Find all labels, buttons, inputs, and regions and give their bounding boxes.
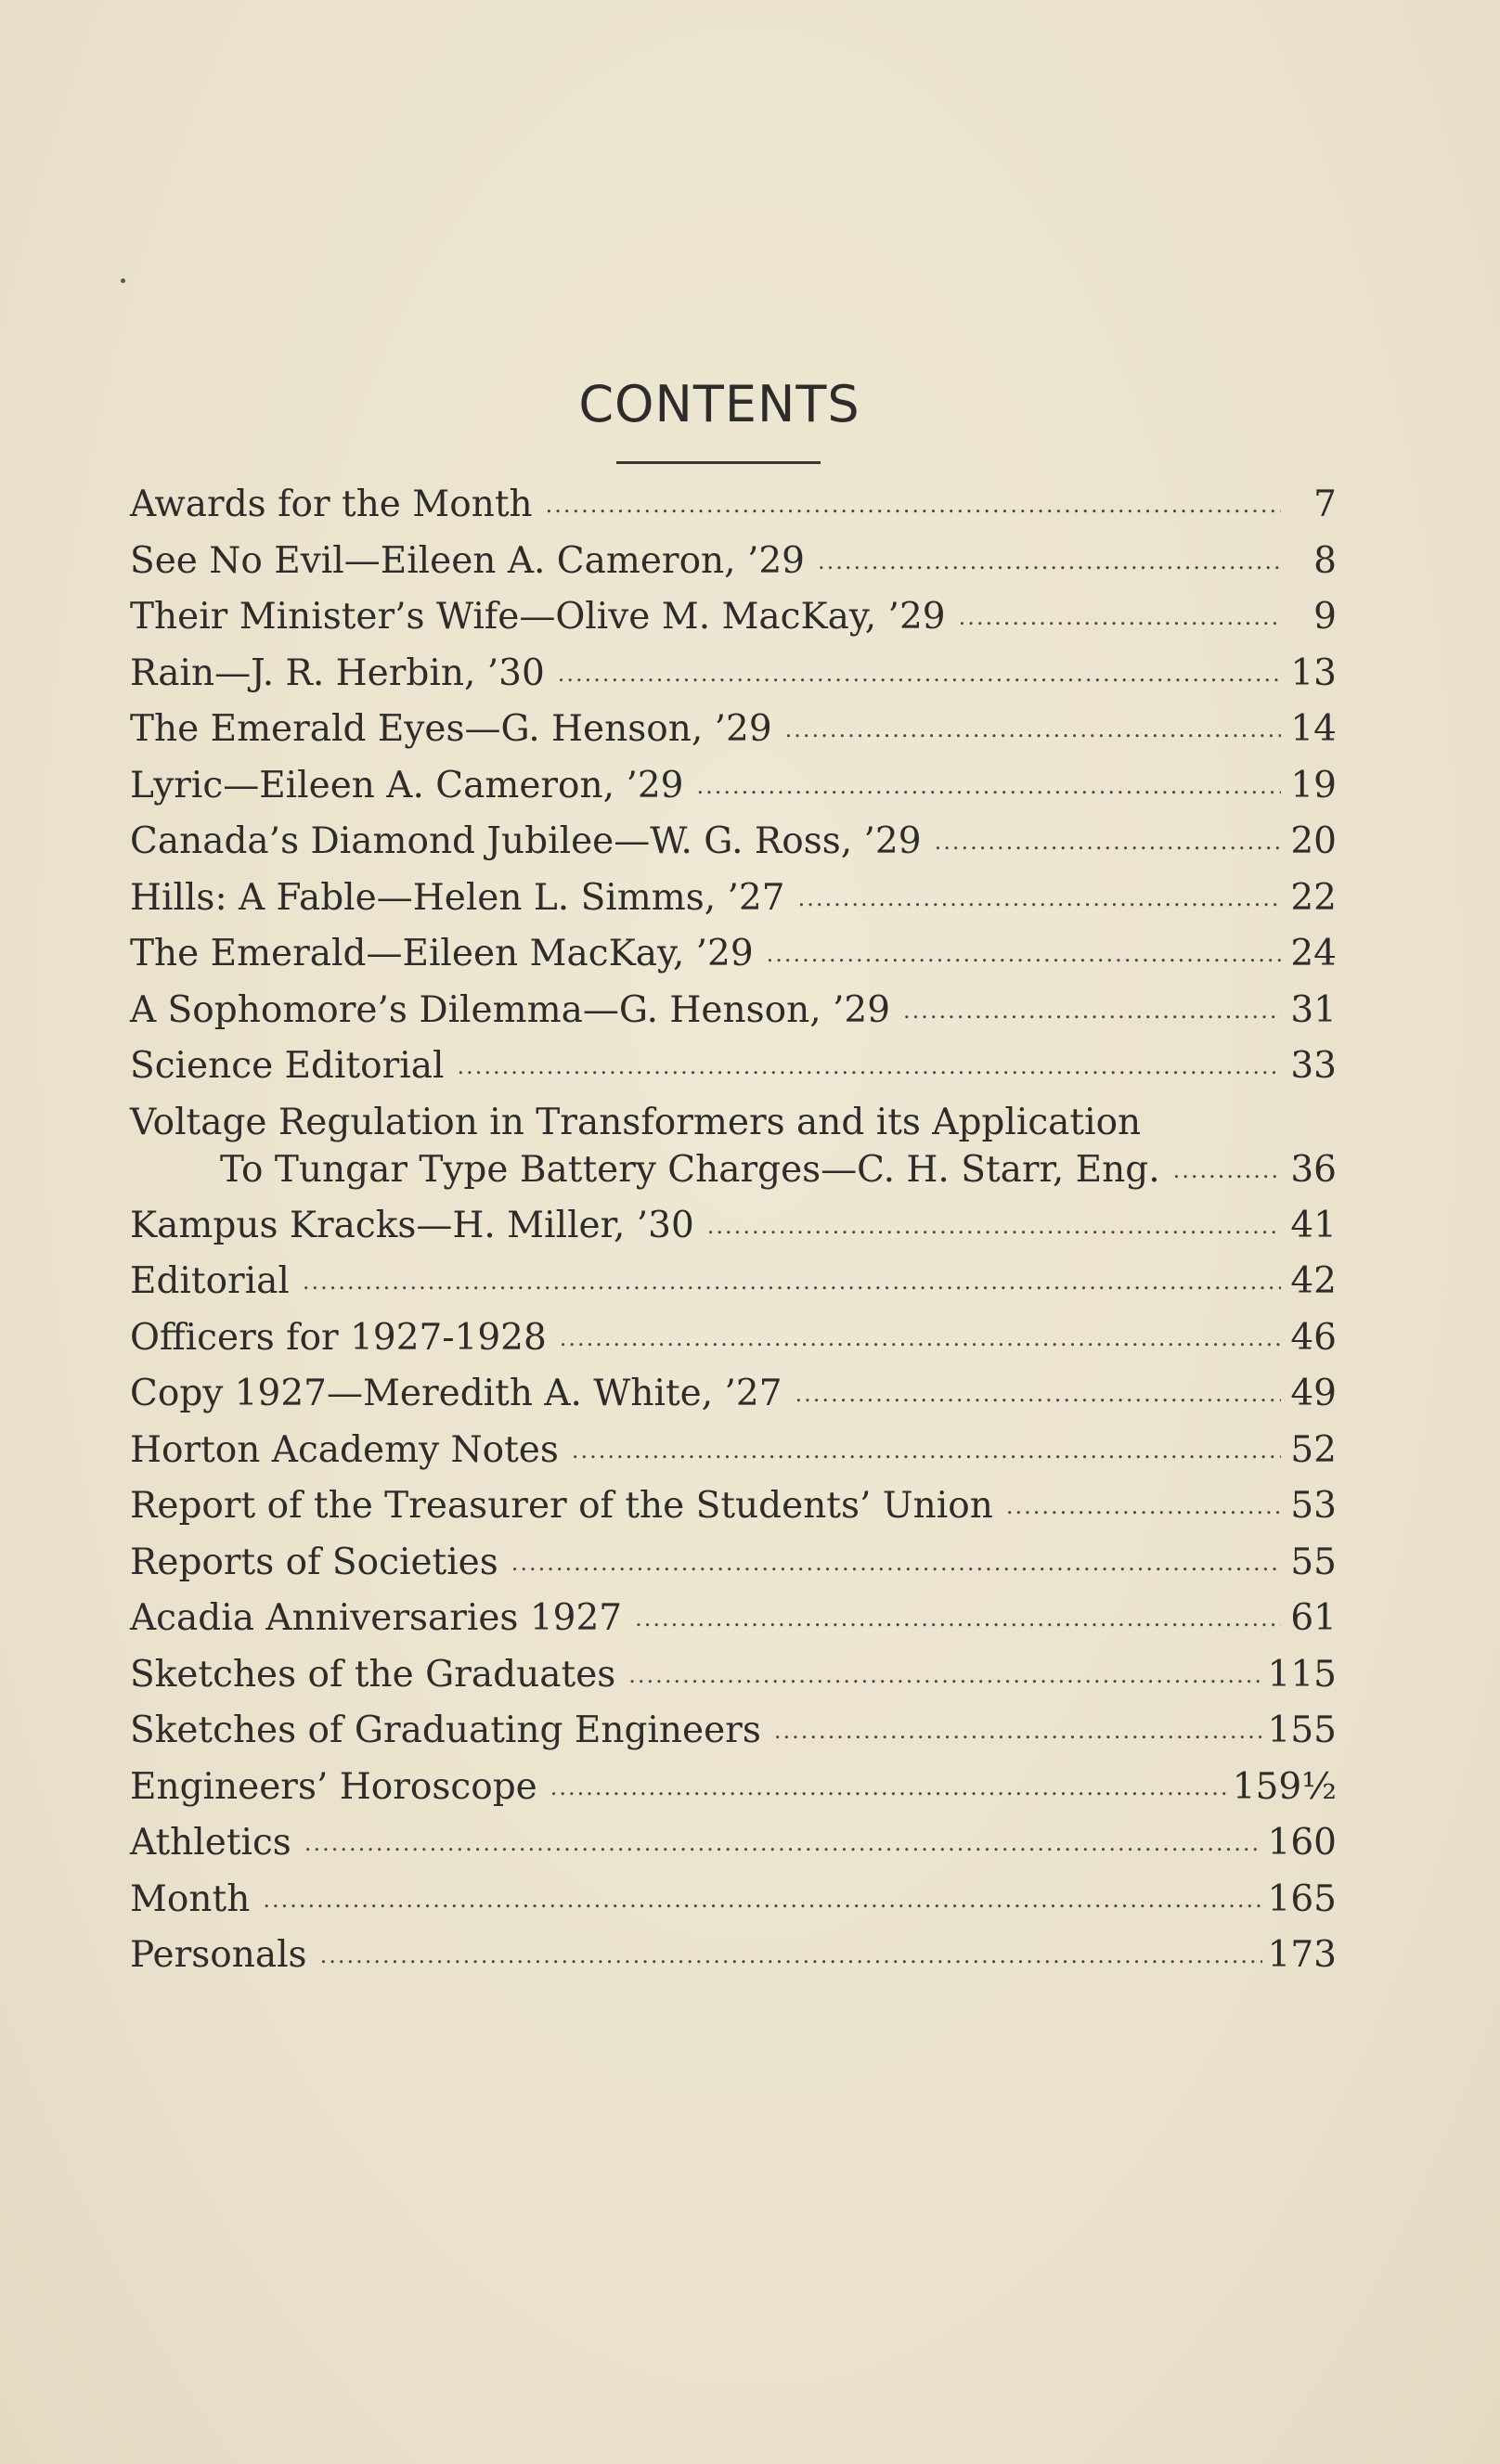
toc-entry xyxy=(130,1038,1337,1095)
dot-leader xyxy=(696,758,1281,815)
dot-leader xyxy=(795,1366,1281,1423)
toc-entry xyxy=(130,926,1337,983)
entry-title: The Emerald—Eileen MacKay, ’29 xyxy=(130,933,754,974)
entry-title: See No Evil—Eileen A. Cameron, ’29 xyxy=(130,539,805,582)
toc-entry xyxy=(130,1310,1337,1367)
toc-entry xyxy=(130,1647,1337,1704)
toc-entry xyxy=(130,1872,1337,1929)
entry-title: Kampus Kracks—H. Miller, ’30 xyxy=(130,1204,694,1246)
dot-leader xyxy=(572,1423,1281,1479)
dot-leader xyxy=(959,589,1281,646)
toc-entry xyxy=(130,589,1337,646)
toc-entry xyxy=(130,477,1337,534)
entry-title: Lyric—Eileen A. Cameron, ’29 xyxy=(130,764,684,806)
page-number: 13 xyxy=(1290,651,1337,694)
dot-leader xyxy=(628,1647,1261,1704)
dot-leader xyxy=(457,1038,1281,1095)
toc-entry xyxy=(130,1478,1337,1535)
contents-heading: CONTENTS xyxy=(578,375,860,433)
page-number: 155 xyxy=(1267,1709,1337,1751)
toc-entry xyxy=(130,1423,1337,1479)
dot-leader xyxy=(303,1254,1281,1310)
entry-title: Acadia Anniversaries 1927 xyxy=(130,1597,623,1639)
entry-title: Sketches of Graduating Engineers xyxy=(130,1709,761,1751)
entry-title: Report of the Treasurer of the Students’ Union xyxy=(130,1485,993,1527)
toc-entry xyxy=(130,1095,1337,1198)
toc-entry xyxy=(130,1535,1337,1592)
dot-leader xyxy=(560,1310,1281,1367)
dot-leader xyxy=(785,702,1281,758)
page-number: 22 xyxy=(1290,876,1337,919)
page-number: 61 xyxy=(1290,1597,1337,1639)
table-of-contents xyxy=(130,477,1337,1984)
toc-entry xyxy=(130,646,1337,703)
entry-title: Voltage Regulation in Transformers and its Application xyxy=(130,1101,1142,1143)
entry-title: Canada’s Diamond Jubilee—W. G. Ross, ’29 xyxy=(130,820,922,862)
dot-leader xyxy=(935,814,1281,871)
entry-title: Month xyxy=(130,1877,251,1920)
entry-title: Awards for the Month xyxy=(130,484,533,525)
toc-entry xyxy=(130,1198,1337,1255)
page-number: 53 xyxy=(1290,1485,1337,1527)
page-number: 19 xyxy=(1290,764,1337,806)
toc-entry xyxy=(130,983,1337,1039)
entry-title: Athletics xyxy=(130,1822,291,1864)
page-number: 159½ xyxy=(1232,1765,1337,1808)
ink-speck xyxy=(121,278,125,283)
dot-leader xyxy=(767,926,1281,983)
entry-continuation xyxy=(130,1142,1337,1198)
page-number: 20 xyxy=(1290,820,1337,862)
page-number: 55 xyxy=(1290,1541,1337,1583)
toc-entry xyxy=(130,814,1337,871)
toc-entry xyxy=(130,871,1337,927)
dot-leader xyxy=(798,871,1281,927)
dot-leader xyxy=(546,477,1281,534)
entry-title: Engineers’ Horoscope xyxy=(130,1765,537,1808)
page-number: 36 xyxy=(1290,1148,1337,1191)
dot-leader xyxy=(707,1198,1281,1255)
entry-title: Their Minister’s Wife—Olive M. MacKay, ’29 xyxy=(130,596,946,638)
dot-leader xyxy=(1006,1478,1281,1535)
dot-leader xyxy=(511,1535,1281,1592)
page-number: 42 xyxy=(1290,1260,1337,1302)
page-number: 173 xyxy=(1267,1934,1337,1976)
page-number: 49 xyxy=(1290,1373,1337,1414)
dot-leader xyxy=(1173,1142,1281,1199)
entry-title: Horton Academy Notes xyxy=(130,1428,559,1471)
entry-title-line2: To Tungar Type Battery Charges—C. H. Starr, Eng. xyxy=(220,1148,1160,1191)
entry-title: Rain—J. R. Herbin, ’30 xyxy=(130,651,545,694)
page-number: 14 xyxy=(1290,708,1337,750)
toc-entry xyxy=(130,1366,1337,1423)
page-number: 160 xyxy=(1267,1822,1337,1864)
dot-leader xyxy=(903,983,1281,1039)
dot-leader xyxy=(818,534,1281,590)
entry-title: Personals xyxy=(130,1934,307,1976)
toc-entry xyxy=(130,758,1337,815)
page-number: 115 xyxy=(1267,1653,1337,1696)
entry-title: Sketches of the Graduates xyxy=(130,1653,616,1696)
toc-entry xyxy=(130,1815,1337,1872)
dot-leader xyxy=(774,1703,1262,1760)
toc-entry xyxy=(130,1928,1337,1984)
page-number: 9 xyxy=(1313,596,1337,638)
dot-leader xyxy=(558,646,1281,703)
entry-title: Copy 1927—Meredith A. White, ’27 xyxy=(130,1373,782,1414)
toc-entry xyxy=(130,1760,1337,1816)
page-number: 24 xyxy=(1290,933,1337,974)
page-number: 33 xyxy=(1290,1045,1337,1087)
page-number: 8 xyxy=(1313,539,1337,582)
page-number: 7 xyxy=(1313,484,1337,525)
entry-title: A Sophomore’s Dilemma—G. Henson, ’29 xyxy=(130,988,891,1031)
dot-leader xyxy=(550,1760,1227,1816)
dot-leader xyxy=(320,1928,1262,1984)
entry-title: Hills: A Fable—Helen L. Simms, ’27 xyxy=(130,876,785,919)
page-number: 31 xyxy=(1290,988,1337,1031)
toc-entry xyxy=(130,1254,1337,1310)
toc-entry xyxy=(130,1591,1337,1647)
dot-leader xyxy=(635,1591,1281,1647)
entry-title: The Emerald Eyes—G. Henson, ’29 xyxy=(130,708,772,750)
entry-title: Reports of Societies xyxy=(130,1541,498,1583)
entry-title: Officers for 1927-1928 xyxy=(130,1316,547,1359)
heading-rule xyxy=(616,461,821,464)
page-number: 52 xyxy=(1290,1428,1337,1471)
toc-entry xyxy=(130,534,1337,590)
dot-leader xyxy=(304,1815,1262,1872)
entry-title: Editorial xyxy=(130,1260,290,1302)
toc-entry xyxy=(130,1703,1337,1760)
page-number: 46 xyxy=(1290,1316,1337,1359)
entry-title: Science Editorial xyxy=(130,1045,445,1087)
toc-entry xyxy=(130,702,1337,758)
page-number: 165 xyxy=(1267,1877,1337,1920)
page-number: 41 xyxy=(1290,1204,1337,1246)
dot-leader xyxy=(263,1872,1261,1929)
